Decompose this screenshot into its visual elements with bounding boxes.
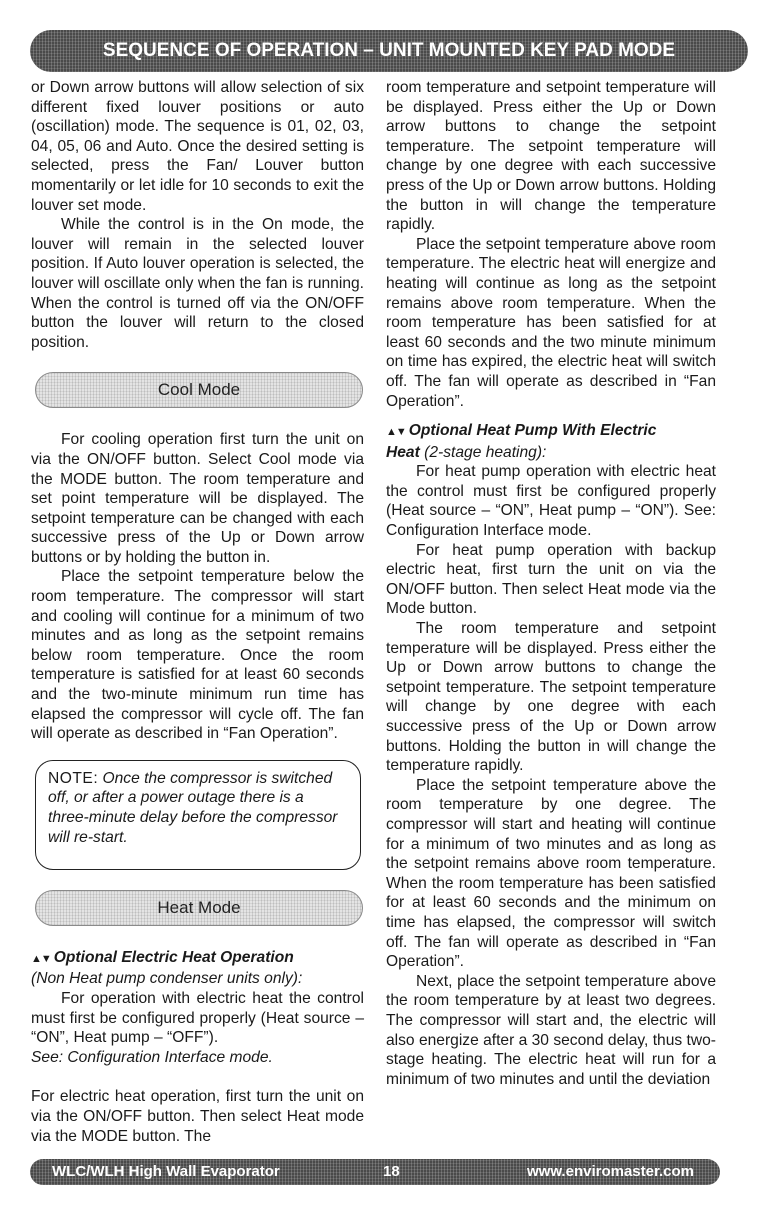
electric-heat-config-paragraph: For operation with electric heat the control must first be configured properly (Heat source – “ON”, Heat pump – “OFF”). bbox=[31, 990, 364, 1047]
electric-heat-operation-paragraph: For electric heat operation, first turn the unit on via the ON/OFF button. Then select Heat mode via the MODE button. The bbox=[31, 1088, 364, 1145]
heat-pump-note: (2-stage heating): bbox=[424, 443, 547, 461]
heat-pump-setpoint-paragraph: The room temperature and setpoint temperature will be displayed. Press either the Up or Down arrow buttons to change the setpoint temperature. The setpoint temperature will change by one degree with each successive press of the Up or Down arrow buttons. Holding the button in will change the temperature rapidly. bbox=[386, 620, 716, 775]
louver-on-mode-paragraph: While the control is in the On mode, the louver will remain in the selected louver position. If Auto louver operation is selected, the louver will oscillate only when the fan is running. When the control is turned off via the ON/OFF button the louver will return to the closed position. bbox=[31, 216, 364, 351]
heat-pump-compressor-paragraph: Place the setpoint temperature above the room temperature by one degree. The compressor will start and heating will continue for a minimum of two minutes and as long as the setpoint remains above room temperature. When the room temperature has been satisfied for at least 60 seconds and the minimum on time has elapsed, the compressor will switch off. The fan will operate as described in “Fan Operation”. bbox=[386, 776, 716, 971]
heat-pump-subheading-line2 bbox=[386, 443, 716, 463]
cool-mode-title: Cool Mode bbox=[157, 380, 241, 400]
heat-pump-title-continued: Heat bbox=[386, 443, 420, 461]
heat-pump-title: Optional Heat Pump With Electric bbox=[408, 422, 657, 440]
paragraph-spacer bbox=[31, 1067, 364, 1087]
cool-mode-heading bbox=[35, 372, 363, 408]
compressor-note-box bbox=[35, 760, 361, 870]
heat-mode-heading bbox=[35, 890, 363, 926]
page-header-title: SEQUENCE OF OPERATION – UNIT MOUNTED KEY PAD MODE bbox=[102, 40, 676, 61]
heat-pump-config-paragraph: For heat pump operation with electric heat the control must first be configured properly (Heat source – “ON”, Heat pump – “ON”). See: Configuration Interface mode. bbox=[386, 463, 716, 540]
louver-paragraph: or Down arrow buttons will allow selection of six different fixed louver positions or auto (oscillation) mode. The sequence is 01, 02, 03, 04, 05, 06 and Auto. Once the desired setting is selected, press the Fan/ Louver button momentarily or let idle for 10 seconds to exit the louver set mode. bbox=[31, 79, 364, 214]
cooling-operation-paragraph: For cooling operation first turn the unit on via the ON/OFF button. Select Cool mode via the MODE button. The room temperature and set point temperature will be displayed. The setpoint temperature can be changed with each successive press of the Up or Down arrow buttons or by holding the button in. bbox=[31, 431, 364, 566]
electric-heat-title: Optional Electric Heat Operation bbox=[53, 948, 294, 966]
heat-pump-subheading bbox=[386, 421, 716, 443]
right-column bbox=[386, 78, 716, 1089]
page-header-bar bbox=[30, 30, 748, 72]
cooling-setpoint-paragraph: Place the setpoint temperature below the room temperature. The compressor will start and cooling will continue for a minimum of two minutes and as long as the setpoint remains below room temperature. Once the room temperature is satisfied for at least 60 seconds and the two-minute minimum run time has elapsed the compressor will cycle off. The fan will operate as described in “Fan Operation”. bbox=[31, 568, 364, 743]
note-text: Once the compressor is switched off, or after a power outage there is a three-minute delay before the compressor will re-start. bbox=[48, 769, 338, 846]
heat-mode-title: Heat Mode bbox=[157, 897, 241, 917]
note-label: NOTE: bbox=[48, 769, 99, 787]
footer-product-name: WLC/WLH High Wall Evaporator bbox=[52, 1163, 280, 1180]
page-footer-bar bbox=[30, 1159, 720, 1185]
footer-page-number: 18 bbox=[383, 1163, 400, 1180]
left-column bbox=[31, 78, 364, 1146]
paragraph-spacer bbox=[386, 411, 716, 421]
electric-heat-energize-paragraph: Place the setpoint temperature above room temperature. The electric heat will energize and heating will continue as long as the setpoint remains above room temperature. When the room temperature has been satisfied for at least 60 seconds and the two minute minimum on time has expired, the electric heat will switch off. The fan will operate as described in “Fan Operation”. bbox=[386, 235, 716, 410]
up-down-arrow-icon: ▲▼ bbox=[31, 952, 51, 965]
up-down-arrow-icon: ▲▼ bbox=[386, 426, 406, 439]
electric-heat-note: (Non Heat pump condenser units only): bbox=[31, 970, 303, 988]
electric-heat-subheading bbox=[31, 948, 364, 970]
heat-pump-backup-paragraph: For heat pump operation with backup electric heat, first turn the unit on via the ON/OFF button. Then select Heat mode via the Mode button. bbox=[386, 541, 716, 618]
footer-website: www.enviromaster.com bbox=[526, 1163, 694, 1180]
electric-heat-see-reference: See: Configuration Interface mode. bbox=[31, 1048, 273, 1066]
two-stage-heating-paragraph: Next, place the setpoint temperature above the room temperature by at least two degrees. The compressor will start and, the electric will also energize after a 30 second delay, thus two-stage heating. The electric heat will run for a minimum of two minutes and until the deviation bbox=[386, 972, 716, 1088]
heat-setpoint-paragraph: room temperature and setpoint temperature will be displayed. Press either the Up or Down arrow buttons to change the setpoint temperature. The setpoint temperature will change by one degree with each successive press of the Up or Down arrow buttons. Holding the button in will change the temperature rapidly. bbox=[386, 79, 716, 234]
